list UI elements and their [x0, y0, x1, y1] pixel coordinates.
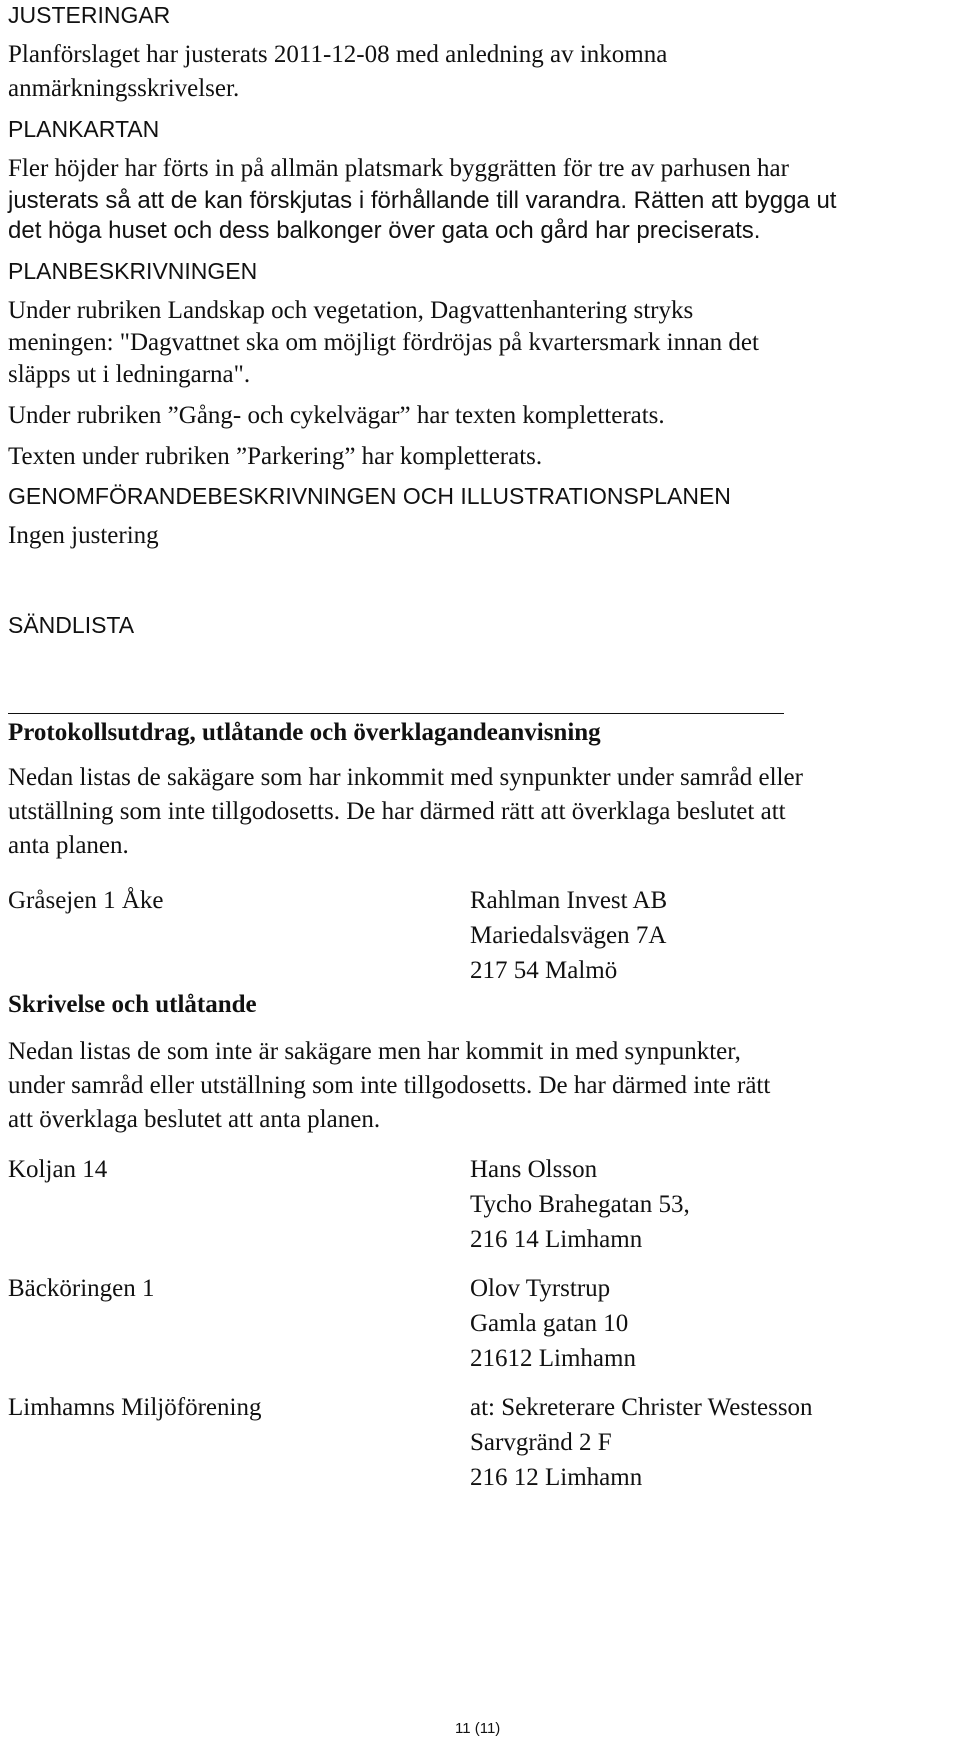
skrivelse-heading: Skrivelse och utlåtande: [8, 991, 257, 1018]
other-3-address-line-1: at: Sekreterare Christer Westesson: [470, 1394, 813, 1421]
nonowner-intro-line-3: att överklaga beslutet att anta planen.: [8, 1106, 381, 1133]
sandlista-intro-line-2: utställning som inte tillgodosetts. De har därmed rätt att överklaga beslutet att: [8, 798, 786, 825]
section-heading-sandlista: SÄNDLISTA: [8, 612, 135, 638]
other-property-2: Bäcköringen 1: [8, 1275, 155, 1302]
sakagare-property: Gråsejen 1 Åke: [8, 887, 164, 914]
sandlista-intro-line-1: Nedan listas de sakägare som har inkommit med synpunkter under samråd eller: [8, 764, 803, 791]
plankartan-line-2-tail: Rätten att bygga ut: [626, 187, 837, 214]
justeringar-line-1: Planförslaget har justerats 2011-12-08 med anledning av inkomna: [8, 41, 668, 68]
other-3-address-line-2: Sarvgränd 2 F: [470, 1429, 612, 1456]
sakagare-address-line-2: Mariedalsvägen 7A: [470, 922, 667, 949]
other-1-address-line-3: 216 14 Limhamn: [470, 1226, 643, 1253]
other-3-address-line-3: 216 12 Limhamn: [470, 1464, 643, 1491]
planbeskrivningen-line-2: meningen: "Dagvattnet ska om möjligt fördröjas på kvartersmark innan det: [8, 329, 759, 356]
other-2-address-line-1: Olov Tyrstrup: [470, 1275, 611, 1302]
other-1-address-line-1: Hans Olsson: [470, 1156, 598, 1183]
section-heading-genomforande: GENOMFÖRANDEBESKRIVNINGEN OCH ILLUSTRATIONSPLANEN: [8, 483, 731, 509]
justeringar-line-2: anmärkningsskrivelser.: [8, 75, 240, 102]
sakagare-address-line-1: Rahlman Invest AB: [470, 887, 668, 914]
genomforande-text: Ingen justering: [8, 522, 159, 549]
planbeskrivningen-line-1: Under rubriken Landskap och vegetation, Dagvattenhantering stryks: [8, 297, 694, 324]
planbeskrivningen-line-3: släpps ut i ledningarna".: [8, 361, 251, 388]
section-heading-planbeskrivningen: PLANBESKRIVNINGEN: [8, 258, 258, 284]
plankartan-line-3: det höga huset och dess balkonger över gata och gård har preciserats.: [8, 217, 761, 244]
planbeskrivningen-line-4: Under rubriken ”Gång- och cykelvägar” har texten kompletterats.: [8, 402, 665, 429]
planbeskrivningen-line-5: Texten under rubriken ”Parkering” har kompletterats.: [8, 443, 543, 470]
sakagare-address-line-3: 217 54 Malmö: [470, 957, 618, 984]
other-property-1: Koljan 14: [8, 1156, 108, 1183]
plankartan-line-2: [8, 184, 836, 218]
plankartan-line-2-sans: justerats så att de kan förskjutas i förhållande till varandra.: [8, 187, 627, 214]
heading-underline: [8, 713, 784, 714]
section-heading-justeringar: JUSTERINGAR: [8, 2, 171, 28]
other-property-3: Limhamns Miljöförening: [8, 1394, 262, 1421]
other-2-address-line-3: 21612 Limhamn: [470, 1345, 636, 1372]
plankartan-line-1: Fler höjder har förts in på allmän platsmark byggrätten för tre av parhusen har: [8, 155, 789, 182]
other-2-address-line-2: Gamla gatan 10: [470, 1310, 629, 1337]
page-number: 11 (11): [455, 1720, 501, 1737]
nonowner-intro-line-2: under samråd eller utställning som inte tillgodosetts. De har därmed inte rätt: [8, 1072, 771, 1099]
plankartan-heading-text: PLANKARTAN: [8, 116, 160, 142]
section-heading-plankartan: [8, 114, 159, 144]
sandlista-subheading: Protokollsutdrag, utlåtande och överklagandeanvisning: [8, 719, 601, 746]
sandlista-intro-line-3: anta planen.: [8, 832, 129, 859]
nonowner-intro-line-1: Nedan listas de som inte är sakägare men har kommit in med synpunkter,: [8, 1038, 741, 1065]
other-1-address-line-2: Tycho Brahegatan 53,: [470, 1191, 690, 1218]
